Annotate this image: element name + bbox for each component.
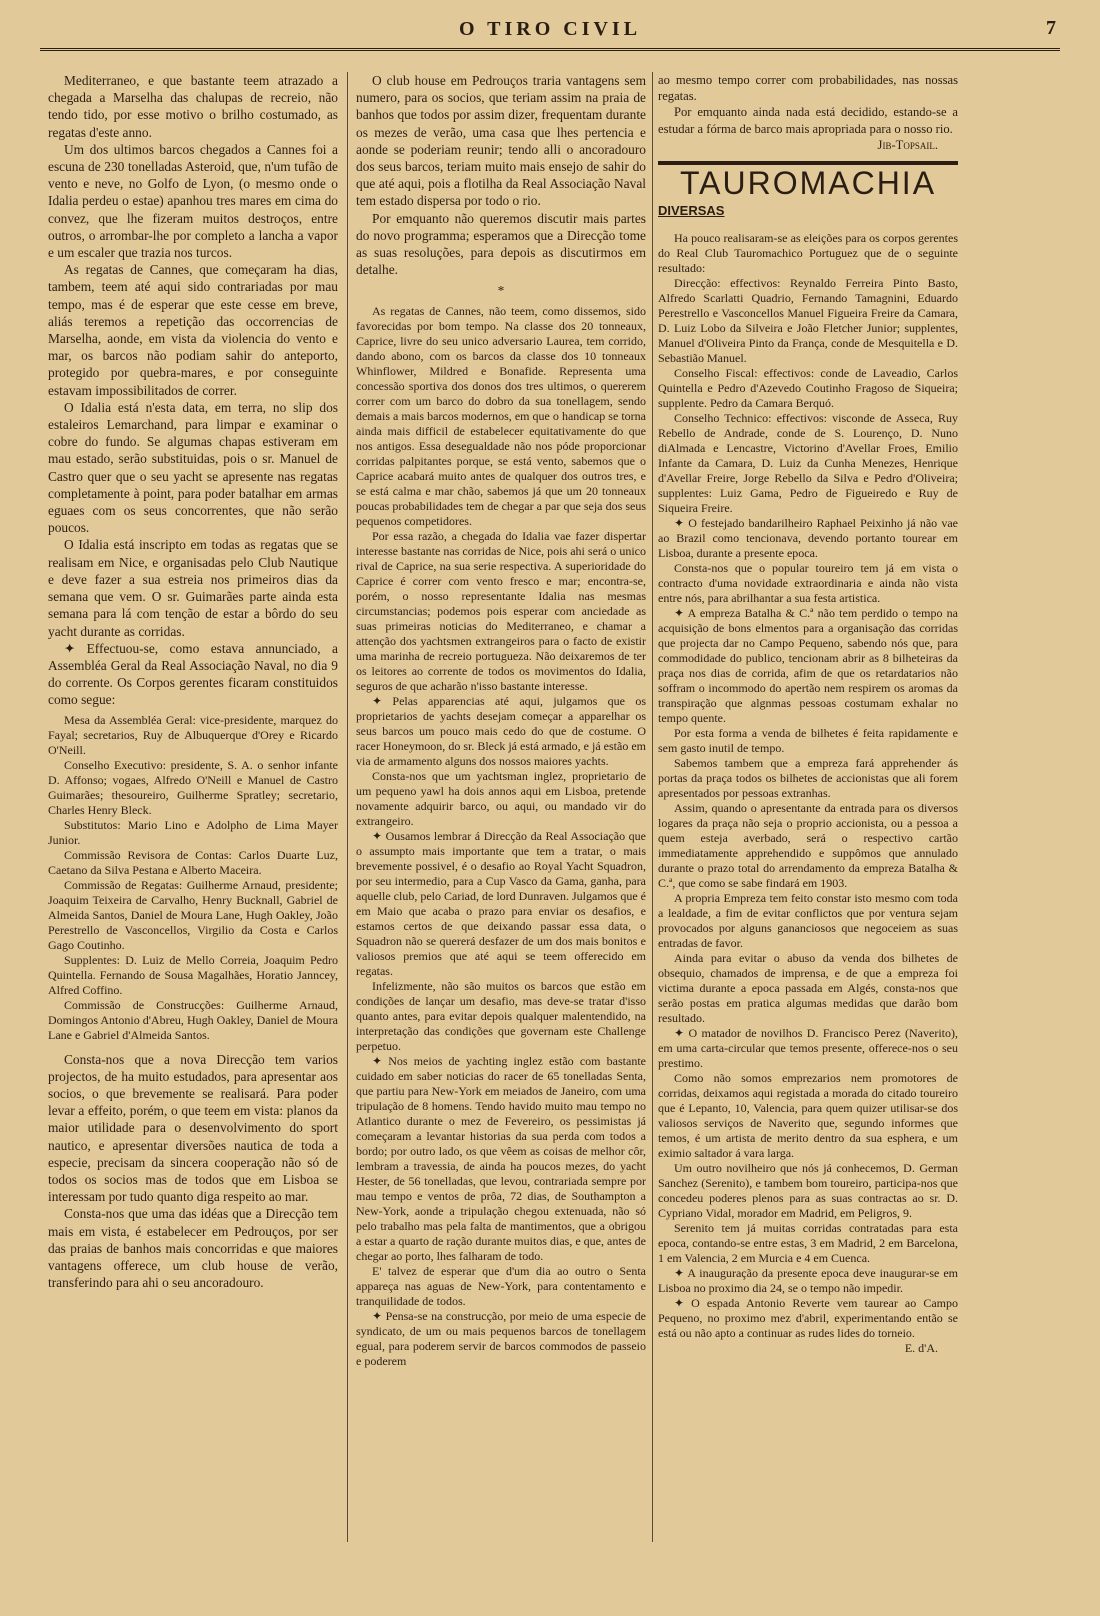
paragraph: Conselho Technico: effectivos: visconde de Asseca, Ruy Rebello de Andrade, conde de S. Lourenço, D. Nuno diAlmada e Lencastre, Victorino d'Avellar Froes, Emilio Infante da Camara, D. Luiz da Cunha Menezes, Henrique d'Avellar Freire, Jorge Rebello da Silva e Pedro d'Oliveira; supplentes: Luiz Gama, Pedro de Figueiredo e Ruy de Siqueira Freire. bbox=[658, 411, 958, 516]
officer-entry: Supplentes: D. Luiz de Mello Correia, Joaquim Pedro Quintella. Fernando de Sousa Magalhães, Horatio Janncey, Alfred Coffino. bbox=[48, 952, 338, 997]
paragraph: E' talvez de esperar que d'um dia ao outro o Senta appareça nas aguas de New-York, para contentamento e tranquilidade de todos. bbox=[356, 1263, 646, 1308]
author-signature: E. d'A. bbox=[904, 1341, 938, 1356]
paragraph: ✦ O festejado bandarilheiro Raphael Peixinho já não vae ao Brazil como tencionava, devendo portanto tourear em Lisboa, durante a presente epoca. bbox=[658, 516, 958, 561]
paragraph: Direcção: effectivos: Reynaldo Ferreira Pinto Basto, Alfredo Scarlatti Quadrio, Fernando Tamagnini, Eduardo Perestrello e Vasconcellos Manuel Figueira Freire da Camara, D. Luiz Lobo da Silveira e João Fletcher Junior; supplentes, Manuel d'Oliveira Pinto da França, conde de Mesquitella e D. Sebastião Manuel. bbox=[658, 276, 958, 366]
officer-entry: Mesa da Assembléa Geral: vice-presidente, marquez do Fayal; secretarios, Ruy de Albuquerque d'Orey e Ricardo O'Neill. bbox=[48, 712, 338, 757]
paragraph: ✦ Effectuou-se, como estava annunciado, a Assembléa Geral da Real Associação Naval, no dia 9 do corrente. Os Corpos gerentes ficaram constituidos como segue: bbox=[48, 640, 338, 708]
paragraph: O Idalia está inscripto em todas as regatas que se realisam em Nice, e organisadas pelo Club Nautique e deve fazer a sua estreia nos primeiros dias da semana que vem. O sr. Guimarães parte ainda esta semana para lá com tenção de estar a bôrdo do seu yacht durante as corridas. bbox=[48, 537, 338, 639]
paragraph: ✦ Ousamos lembrar á Direcção da Real Associação que o assumpto mais importante que tem a tratar, o mais brevemente possivel, é o desafio ao Royal Yacht Squadron, por seu intermedio, para a Cup Vasco da Gama, ganha, para aquelle club, pelo Cariad, de lord Dunraven. Julgamos que é em Maio que acaba o prazo para enviar os desafios, e estamos certos de que deixando passar essa data, o Squadron não se quererá desfazer de um dos mais bonitos e valiosos premios que até aqui se teem offerecido em regatas. bbox=[356, 828, 646, 978]
paragraph: ✦ Pensa-se na construcção, por meio de uma especie de syndicato, de um ou mais pequenos barcos de tonellagem egual, para poderem servir de barcos commodos de passeio e poderem bbox=[356, 1308, 646, 1368]
author-signature: Jib-Topsail. bbox=[877, 137, 938, 152]
paragraph: Infelizmente, não são muitos os barcos que estão em condições de lançar um desafio, mas deve-se tratar d'isso quanto antes, para evitar depois qualquer malentendido, na interpretação das condições que governam este Challenge perpetuo. bbox=[356, 978, 646, 1053]
officer-entry: Commissão Revisora de Contas: Carlos Duarte Luz, Caetano da Silva Pestana e Alberto Maceira. bbox=[48, 847, 338, 877]
officer-entry: Commissão de Regatas: Guilherme Arnaud, presidente; Joaquim Teixeira de Carvalho, Henry Bucknall, Gabriel de Almeida Santos, Daniel de Moura Lane, Hugh Oakley, João Perestrello de Vasconcellos, Virgilio da Costa e Carlos Gago Coutinho. bbox=[48, 877, 338, 952]
column-3 bbox=[658, 72, 958, 1542]
paragraph: As regatas de Cannes, não teem, como dissemos, sido favorecidas por bom tempo. Na classe dos 20 tonneaux, Caprice, livre do seu unico adversario Laurea, tem corrido, dando abono, com os barcos da classe dos 10 tonneaux Whinflower, Mildred e Bonafide. Representa uma concessão sportiva dos donos dos tres ultimos, o quererem correr com um barco do dobro da sua tonellagem, sendo demais a mais barcos modernos, em que o handicap se torna ainda mais difficil de estabelecer equitativamente do que nos antigos. Essa desegualdade não nos póde proporcionar corridas palpitantes porque, se está vento, sabemos que o Caprice acabará muito antes de qualquer dos outros tres, e se está calma e mar chão, sabemos já que um 20 tonneaux poucas probabilidades tem de chegar a par que seja dos seus pequenos competidores. bbox=[356, 303, 646, 528]
paragraph: Como não somos emprezarios nem promotores de corridas, deixamos aqui registada a morada do citado toureiro que é Lepanto, 10, Valencia, para quem quizer utilisar-se dos valiosos serviços de Naverito que, segundo informes que temos, é um artista de merito dentro da sua esphera, e um eximio saltador á vara larga. bbox=[658, 1071, 958, 1161]
paragraph: ✦ Nos meios de yachting inglez estão com bastante cuidado em saber noticias do racer de 65 tonelladas Senta, que partiu para New-York em meiados de Janeiro, com uma tripulação de 8 homens. Tendo havido muito mau tempo no Atlantico durante o mez de Fevereiro, os pessimistas já começaram a levantar historias da sua perda com todos a bordo; por outro lado, os que vêem as coisas de melhor côr, lembram a travessia, de ainda ha poucos mezes, do yacht Hester, de 56 tonelladas, que levou, contrariada sempre por mau tempo e ventos de prôa, 72 dias, de Southampton a New-York, aonde a tripulação chegou extenuada, não só pelo trabalho mas pela falta de mantimentos, que a obrigou a estar a quarto de ração durante muitos dias, e que, antes de chegar ao porto, lhes falharam de todo. bbox=[356, 1053, 646, 1263]
section-title: TAUROMACHIA bbox=[679, 165, 937, 202]
paragraph: Consta-nos que uma das idéas que a Direcção tem mais em vista, é estabelecer em Pedrouços, por ser das praias de banhos mais concorridas e que maiores vantagens offerece, um club house de verão, transferindo para ahi o seu ancoradouro. bbox=[48, 1206, 338, 1291]
paragraph: ao mesmo tempo correr com probabilidades, nas nossas regatas. bbox=[658, 73, 958, 104]
paragraph: Por essa razão, a chegada do Idalia vae fazer dispertar interesse bastante nas corridas de Nice, pois ahi será o unico rival de Caprice, na sua serie respectiva. A superioridade do Caprice é correr com vento fresco e mar; encontra-se, porém, o nosso representante Idalia nas mesmas circumstancias; podemos pois esperar com anciedade as suas primeiras noticias do Mediterraneo, e chamar a attenção dos yachtsmen extrangeiros para o facto de existir uma marinha de recreio portugueza. Não deixaremos de ter os leitores ao corrente de todos os movimentos do Idalia, seguros de que acharão n'isso bastante interesse. bbox=[356, 528, 646, 693]
paragraph: Serenito tem já muitas corridas contratadas para esta epoca, contando-se entre estas, 3 em Madrid, 2 em Barcelona, 1 em Valencia, 2 em Murcia e 4 em Cuenca. bbox=[658, 1221, 958, 1266]
column-divider bbox=[347, 72, 348, 1542]
officer-entry: Commissão de Construcções: Guilherme Arnaud, Domingos Antonio d'Abreu, Hugh Oakley, Daniel de Moura Lane e Gabriel d'Almeida Santos. bbox=[48, 997, 338, 1042]
paragraph: Por emquanto ainda nada está decidido, estando-se a estudar a fórma de barco mais apropriada para o nosso rio. bbox=[658, 105, 958, 136]
section-subtitle: DIVERSAS bbox=[658, 203, 725, 219]
paragraph: Por emquanto não queremos discutir mais partes do novo programma; esperamos que a Direcção tome as suas resoluções, para depois as discutirmos em detalhe. bbox=[356, 210, 646, 278]
paragraph: Mediterraneo, e que bastante teem atrazado a chegada a Marselha das chalupas de recreio, não tendo tido, por esse motivo o brilho costumado, as regatas d'este anno. bbox=[48, 73, 338, 140]
officer-entry: Substitutos: Mario Lino e Adolpho de Lima Mayer Junior. bbox=[48, 817, 338, 847]
paragraph: ✦ O espada Antonio Reverte vem taurear ao Campo Pequeno, no proximo mez d'abril, experimentando então se está ou não apto a continuar as rudes lides do torneio. bbox=[658, 1296, 958, 1341]
paragraph: O club house em Pedrouços traria vantagens sem numero, para os socios, que teriam assim na praia de banhos que todos por assim dizer, frequentam durante os mezes de verão, uma casa que lhes pertencia e aonde se poderiam reunir; tendo alli o ancoradouro dos seus barcos, teriam muito mais ensejo de sahir do que até aqui, pois a flotilha da Real Associação Naval tem estado dispersa por todo o rio. bbox=[356, 73, 646, 209]
paragraph: Um dos ultimos barcos chegados a Cannes foi a escuna de 230 tonelladas Asteroid, que, n'um tufão de vento e neve, no Golfo de Lyon, (o mesmo onde o Idalia perdeu o estae) apanhou tres mares em cima do convez, que lhe fizeram muitos destroços, entre outros, o arrombar-lhe por completo a lancha a vapor e um escaler que trazia nos turcos. bbox=[48, 141, 338, 261]
paragraph: O Idalia está n'esta data, em terra, no slip dos estaleiros Lemarchand, para limpar e examinar o cobre do fundo. Se algumas chapas estiveram em mau estado, serão substituidas, pois o sr. Manuel de Castro quer que o seu yacht se apresente nas regatas completamente à point, para poder batalhar em armas eguaes com os seus concorrentes, que não serão poucos. bbox=[48, 399, 338, 536]
paragraph: A propria Empreza tem feito constar isto mesmo com toda a lealdade, a fim de evitar conflictos que por ventura sejam provocados por alguns gananciosos que negoceiem as suas entradas de favor. bbox=[658, 891, 958, 951]
officer-entry: Conselho Executivo: presidente, S. A. o senhor infante D. Affonso; vogaes, Alfredo O'Neill e Manuel de Castro Guimarães; thesoureiro, Guilherme Spratley; secretario, Charles Henry Bleck. bbox=[48, 757, 338, 817]
column-2-body bbox=[356, 304, 646, 1369]
newspaper-title: O TIRO CIVIL bbox=[458, 18, 642, 40]
paragraph: ✦ O matador de novilhos D. Francisco Perez (Naverito), em uma carta-circular que temos presente, offerece-nos o seu prestimo. bbox=[658, 1026, 958, 1071]
column-divider bbox=[652, 72, 653, 1542]
column-1 bbox=[48, 72, 338, 1542]
paragraph: Consta-nos que um yachtsman inglez, proprietario de um pequeno yawl ha dois annos aqui em Lisboa, pretende novamente adquirir barco, ou aqui, ou mandado vir do extrangeiro. bbox=[356, 768, 646, 828]
paragraph: ✦ A inauguração da presente epoca deve inaugurar-se em Lisboa no proximo dia 24, se o tempo não impedir. bbox=[658, 1266, 958, 1296]
page-header bbox=[40, 14, 1060, 54]
paragraph: ✦ A empreza Batalha & C.ª não tem perdido o tempo na acquisição de bons elmentos para a organisação das corridas que projecta dar no Campo Pequeno, sabendo nós que, para commodidade do publico, tencionam abrir as 8 bilheteiras da praça nos dias de corrida, afim de que os retardatarios não soffram o incommodo do apertão nem respirem os aromas da transpiração que algnmas pessoas costumam exhalar no tempo quente. bbox=[658, 606, 958, 726]
column-3-body bbox=[658, 231, 958, 1356]
paragraph: Consta-nos que a nova Direcção tem varios projectos, de ha muito estudados, para apresentar aos socios, o que brevemente se realisará. Para poder levar a effeito, porém, o que teem em vista: planos da maior utilidade para o desenvolvimento do sport nautico, e apresentar diversões nautica de toda a especie, precisam da sincera cooperação não só de todos os socios mas de todos que em Lisboa se interessam por tudo quanto diga respeito ao mar. bbox=[48, 1051, 338, 1205]
paragraph: Um outro novilheiro que nós já conhecemos, D. German Sanchez (Serenito), e tambem bom toureiro, participa-nos que concedeu poderes plenos para as suas contractas ao sr. D. Cypriano Vidal, morador em Madrid, em Peligros, 9. bbox=[658, 1161, 958, 1221]
page-number: 7 bbox=[1046, 17, 1056, 39]
column-2 bbox=[356, 72, 646, 1542]
paragraph: Assim, quando o apresentante da entrada para os diversos logares da praça não seja o proprio accionista, ou a pessoa a quem esteja averbado, será o respectivo cartão immediatamente apprehendido e suppômos que annulado durante o prazo total do arrendamento da empreza Batalha & C.ª, que como se sabe findará em 1903. bbox=[658, 801, 958, 891]
paragraph: Consta-nos que o popular toureiro tem já em vista o contracto d'uma novidade extraordinaria e ainda não vista entre nós, para abrilhantar a sua festa artistica. bbox=[658, 561, 958, 606]
officers-list bbox=[48, 713, 338, 1043]
paragraph: Ainda para evitar o abuso da venda dos bilhetes de obsequio, chamados de imprensa, e de que a empreza foi victima durante a epoca passada em Algés, consta-nos que serão postas em pratica algumas medidas que darão bom resultado. bbox=[658, 951, 958, 1026]
paragraph: Ha pouco realisaram-se as eleições para os corpos gerentes do Real Club Tauromachico Portuguez que de o seguinte resultado: bbox=[658, 231, 958, 276]
section-separator-star: * bbox=[497, 283, 505, 299]
paragraph: Sabemos tambem que a empreza fará apprehender ás portas da praça todos os bilhetes de accionistas que ali forem apresentados por pessoas extranhas. bbox=[658, 756, 958, 801]
header-rule bbox=[40, 48, 1060, 51]
paragraph: Conselho Fiscal: effectivos: conde de Laveadio, Carlos Quintella e Pedro d'Azevedo Coutinho Fragoso de Siqueira; supplente. Pedro da Camara Berquó. bbox=[658, 366, 958, 411]
paragraph: ✦ Pelas apparencias até aqui, julgamos que os proprietarios de yachts desejam começar a apparelhar os seus barcos um pouco mais cedo do que de costume. O racer Honeymoon, do sr. Bleck já está armado, e já estão em via de armamento alguns dos nossos maiores yachts. bbox=[356, 693, 646, 768]
paragraph: Por esta forma a venda de bilhetes é feita rapidamente e sem gasto inutil de tempo. bbox=[658, 726, 958, 756]
paragraph: As regatas de Cannes, que começaram ha dias, tambem, teem até aqui sido contrariadas por mau tempo, mas é de esperar que este cesse em breve, aliás teremos a repetição das occorrencias de Marselha, aonde, em vista da violencia do vento e mar, os barcos não podiam sahir do anteporto, protegido por quebra-mares, e por conseguinte estavam impossibilitados de correr. bbox=[48, 262, 338, 398]
